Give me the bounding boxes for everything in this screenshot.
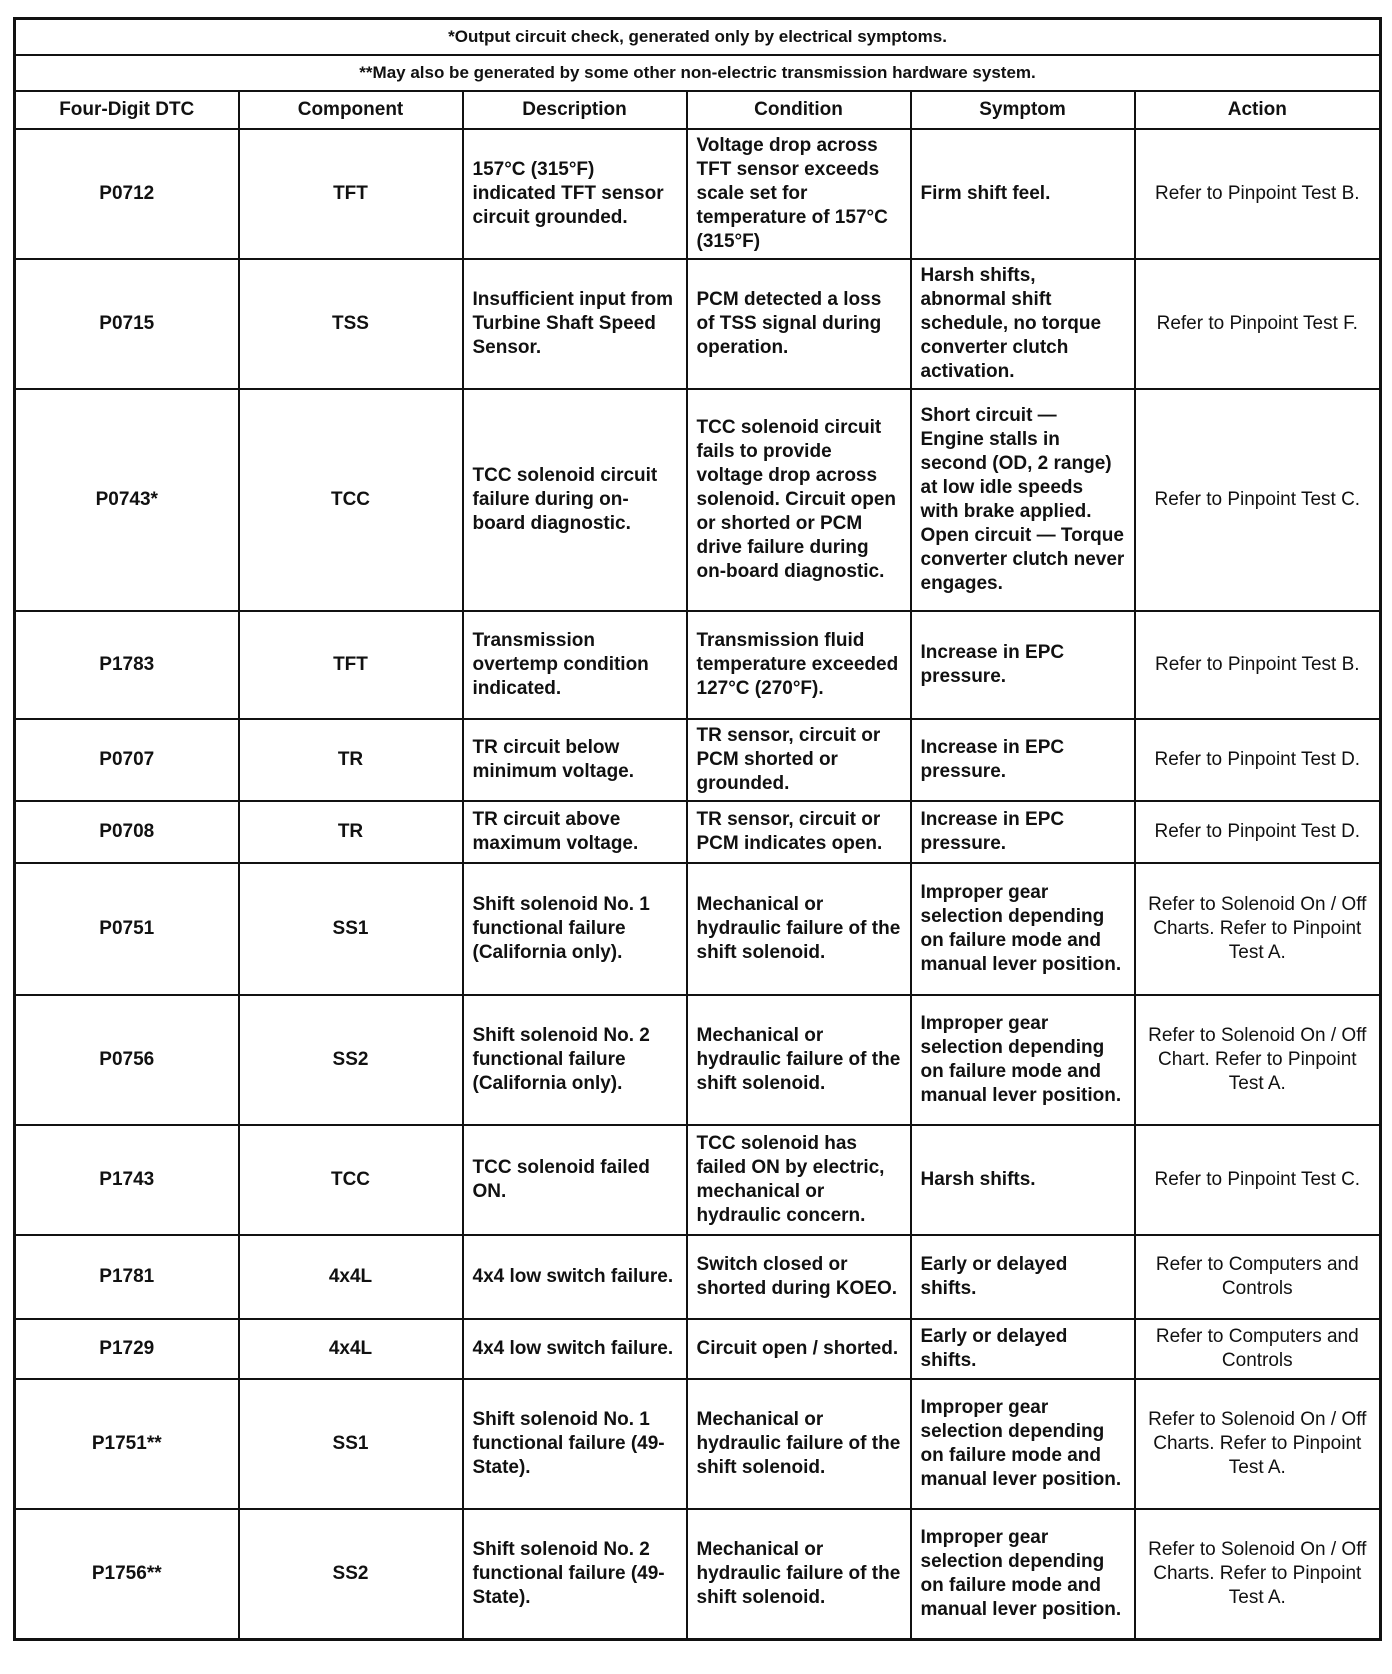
description-cell: Shift solenoid No. 1 functional failure (California only). (463, 863, 687, 995)
symptom-cell: Early or delayed shifts. (911, 1235, 1135, 1319)
symptom-cell: Improper gear selection depending on failure mode and manual lever position. (911, 863, 1135, 995)
action-cell: Refer to Solenoid On / Off Charts. Refer to Pinpoint Test A. (1135, 1509, 1381, 1639)
dtc-table-container (13, 17, 1379, 1641)
component-cell: SS2 (239, 1509, 463, 1639)
action-cell: Refer to Pinpoint Test D. (1135, 719, 1381, 801)
component-cell: 4x4L (239, 1319, 463, 1379)
table-row (15, 995, 1381, 1125)
action-cell: Refer to Pinpoint Test B. (1135, 129, 1381, 259)
symptom-cell: Increase in EPC pressure. (911, 801, 1135, 863)
symptom-cell: Harsh shifts, abnormal shift schedule, no torque converter clutch activation. (911, 259, 1135, 389)
table-row (15, 611, 1381, 719)
column-header-action: Action (1135, 91, 1381, 129)
action-cell: Refer to Solenoid On / Off Charts. Refer to Pinpoint Test A. (1135, 1379, 1381, 1509)
action-cell: Refer to Pinpoint Test C. (1135, 1125, 1381, 1235)
dtc-code: P1729 (15, 1319, 239, 1379)
column-header-row (15, 91, 1381, 129)
component-cell: TCC (239, 389, 463, 611)
table-row (15, 129, 1381, 259)
dtc-code: P0756 (15, 995, 239, 1125)
action-cell: Refer to Computers and Controls (1135, 1235, 1381, 1319)
component-cell: SS1 (239, 1379, 463, 1509)
footnote-row-non-electric (15, 55, 1381, 91)
table-row (15, 1379, 1381, 1509)
condition-cell: Mechanical or hydraulic failure of the shift solenoid. (687, 1509, 911, 1639)
component-cell: TCC (239, 1125, 463, 1235)
action-cell: Refer to Computers and Controls (1135, 1319, 1381, 1379)
action-cell: Refer to Pinpoint Test D. (1135, 801, 1381, 863)
description-cell: TR circuit below minimum voltage. (463, 719, 687, 801)
action-cell: Refer to Solenoid On / Off Charts. Refer to Pinpoint Test A. (1135, 863, 1381, 995)
condition-cell: TCC solenoid circuit fails to provide voltage drop across solenoid. Circuit open or shorted or PCM drive failure during on-board diagnostic. (687, 389, 911, 611)
symptom-cell: Firm shift feel. (911, 129, 1135, 259)
action-cell: Refer to Solenoid On / Off Chart. Refer to Pinpoint Test A. (1135, 995, 1381, 1125)
description-cell: Shift solenoid No. 2 functional failure (49-State). (463, 1509, 687, 1639)
symptom-cell: Short circuit — Engine stalls in second (OD, 2 range) at low idle speeds with brake applied. Open circuit — Torque converter clutch never engages. (911, 389, 1135, 611)
component-cell: TSS (239, 259, 463, 389)
footnote-row-output-circuit (15, 19, 1381, 56)
condition-cell: PCM detected a loss of TSS signal during operation. (687, 259, 911, 389)
component-cell: SS2 (239, 995, 463, 1125)
condition-cell: Mechanical or hydraulic failure of the shift solenoid. (687, 1379, 911, 1509)
description-cell: TR circuit above maximum voltage. (463, 801, 687, 863)
condition-cell: Switch closed or shorted during KOEO. (687, 1235, 911, 1319)
description-cell: TCC solenoid circuit failure during on-board diagnostic. (463, 389, 687, 611)
description-cell: Shift solenoid No. 1 functional failure (49-State). (463, 1379, 687, 1509)
dtc-code: P1751** (15, 1379, 239, 1509)
condition-cell: Mechanical or hydraulic failure of the shift solenoid. (687, 995, 911, 1125)
dtc-code: P1783 (15, 611, 239, 719)
table-row (15, 1319, 1381, 1379)
condition-cell: Transmission fluid temperature exceeded 127°C (270°F). (687, 611, 911, 719)
symptom-cell: Early or delayed shifts. (911, 1319, 1135, 1379)
column-header-description: Description (463, 91, 687, 129)
description-cell: Insufficient input from Turbine Shaft Speed Sensor. (463, 259, 687, 389)
component-cell: TFT (239, 611, 463, 719)
dtc-code: P0751 (15, 863, 239, 995)
dtc-code: P0743* (15, 389, 239, 611)
table-row (15, 389, 1381, 611)
column-header-component: Component (239, 91, 463, 129)
table-row (15, 801, 1381, 863)
symptom-cell: Increase in EPC pressure. (911, 719, 1135, 801)
dtc-code: P1743 (15, 1125, 239, 1235)
component-cell: SS1 (239, 863, 463, 995)
symptom-cell: Harsh shifts. (911, 1125, 1135, 1235)
condition-cell: Mechanical or hydraulic failure of the shift solenoid. (687, 863, 911, 995)
symptom-cell: Improper gear selection depending on failure mode and manual lever position. (911, 1509, 1135, 1639)
dtc-code: P0715 (15, 259, 239, 389)
description-cell: Transmission overtemp condition indicated. (463, 611, 687, 719)
table-row (15, 1235, 1381, 1319)
column-header-symptom: Symptom (911, 91, 1135, 129)
column-header-condition: Condition (687, 91, 911, 129)
table-row (15, 1509, 1381, 1639)
component-cell: TR (239, 719, 463, 801)
column-header-dtc: Four-Digit DTC (15, 91, 239, 129)
condition-cell: TR sensor, circuit or PCM indicates open. (687, 801, 911, 863)
action-cell: Refer to Pinpoint Test C. (1135, 389, 1381, 611)
condition-cell: Circuit open / shorted. (687, 1319, 911, 1379)
dtc-code: P1781 (15, 1235, 239, 1319)
description-cell: TCC solenoid failed ON. (463, 1125, 687, 1235)
dtc-code: P1756** (15, 1509, 239, 1639)
component-cell: 4x4L (239, 1235, 463, 1319)
footnote-output-circuit: *Output circuit check, generated only by electrical symptoms. (15, 19, 1381, 56)
symptom-cell: Improper gear selection depending on failure mode and manual lever position. (911, 995, 1135, 1125)
table-row (15, 863, 1381, 995)
description-cell: 4x4 low switch failure. (463, 1319, 687, 1379)
dtc-code: P0712 (15, 129, 239, 259)
action-cell: Refer to Pinpoint Test F. (1135, 259, 1381, 389)
condition-cell: TCC solenoid has failed ON by electric, mechanical or hydraulic concern. (687, 1125, 911, 1235)
component-cell: TFT (239, 129, 463, 259)
dtc-code: P0707 (15, 719, 239, 801)
footnote-non-electric: **May also be generated by some other non-electric transmission hardware system. (15, 55, 1381, 91)
action-cell: Refer to Pinpoint Test B. (1135, 611, 1381, 719)
dtc-table (13, 17, 1382, 1641)
description-cell: Shift solenoid No. 2 functional failure (California only). (463, 995, 687, 1125)
table-row (15, 1125, 1381, 1235)
symptom-cell: Increase in EPC pressure. (911, 611, 1135, 719)
condition-cell: TR sensor, circuit or PCM shorted or grounded. (687, 719, 911, 801)
description-cell: 4x4 low switch failure. (463, 1235, 687, 1319)
description-cell: 157°C (315°F) indicated TFT sensor circuit grounded. (463, 129, 687, 259)
symptom-cell: Improper gear selection depending on failure mode and manual lever position. (911, 1379, 1135, 1509)
component-cell: TR (239, 801, 463, 863)
condition-cell: Voltage drop across TFT sensor exceeds scale set for temperature of 157°C (315°F) (687, 129, 911, 259)
table-row (15, 719, 1381, 801)
dtc-code: P0708 (15, 801, 239, 863)
table-row (15, 259, 1381, 389)
